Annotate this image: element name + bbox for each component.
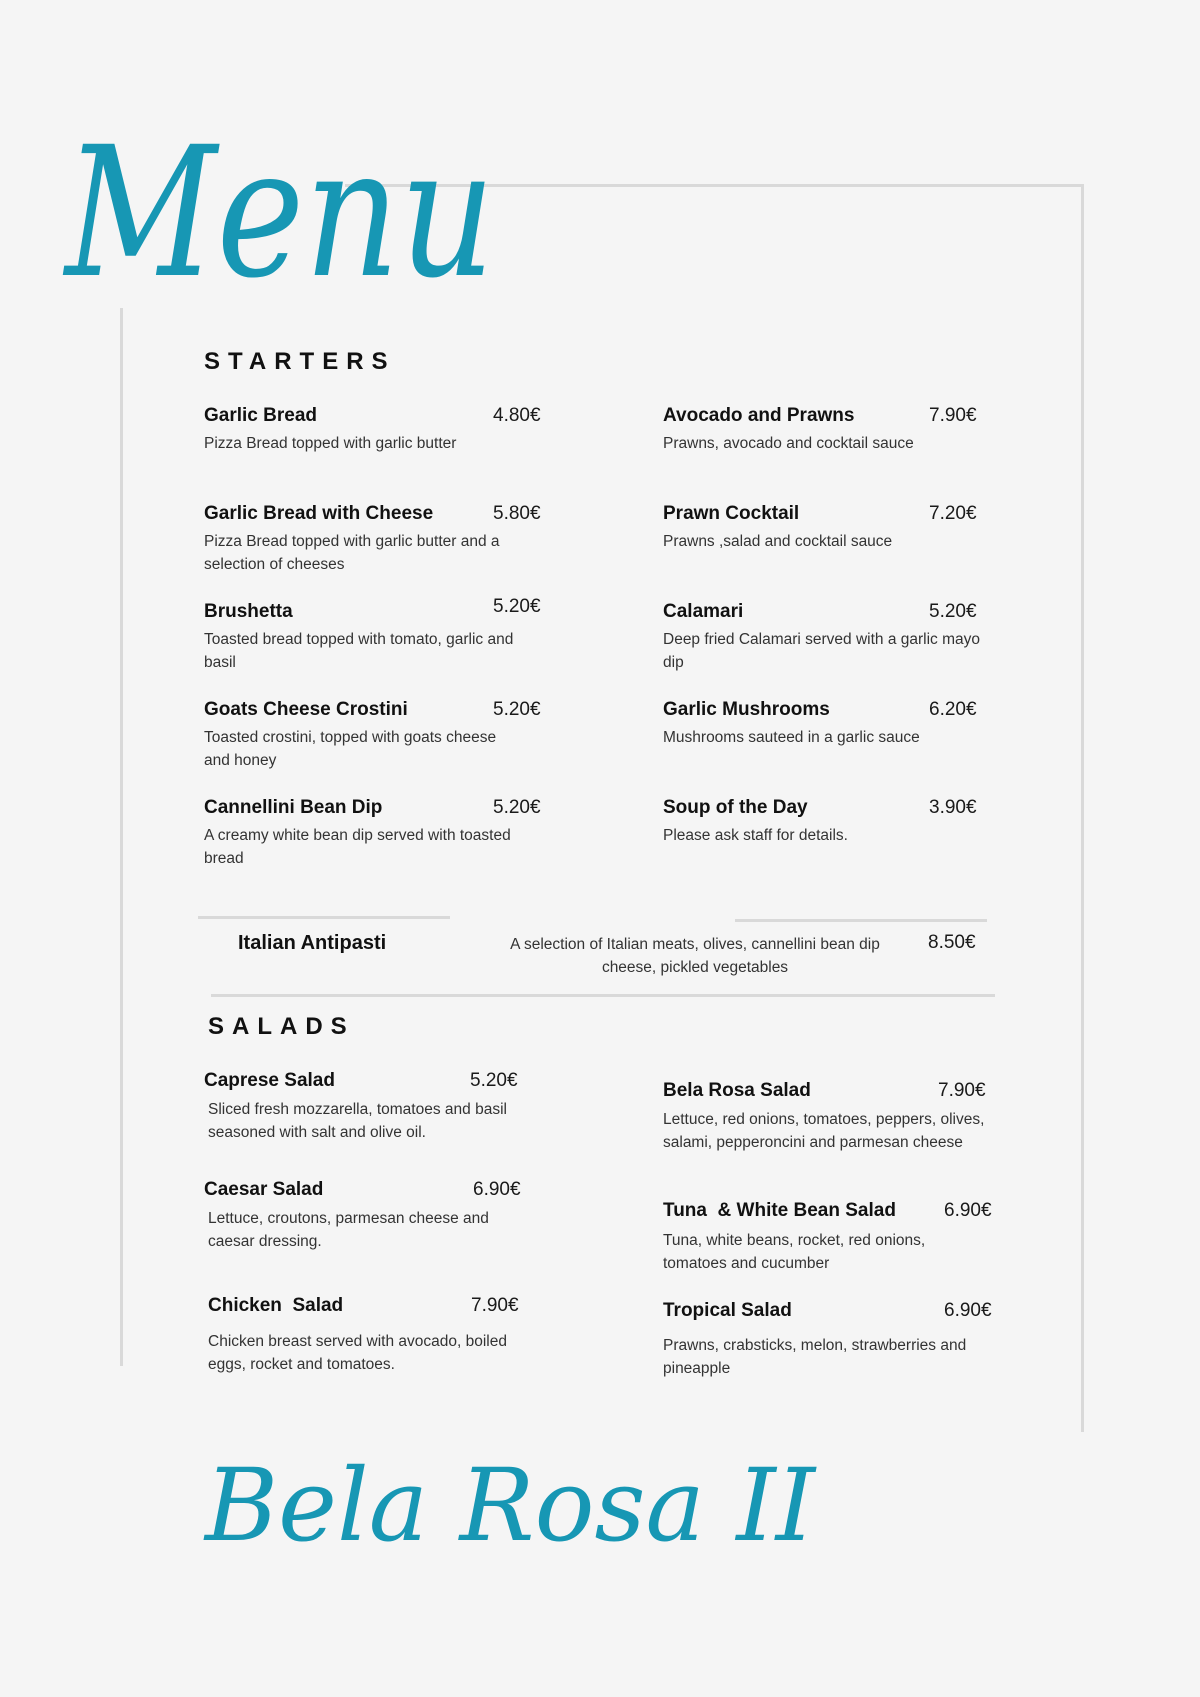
item-name: Avocado and Prawns: [663, 405, 855, 426]
item-price: 6.90€: [944, 1300, 992, 1321]
item-description: Lettuce, red onions, tomatoes, peppers, olives, salami, pepperoncini and parmesan cheese: [663, 1111, 985, 1151]
starters-heading: STARTERS: [204, 348, 396, 375]
item-name: Tropical Salad: [663, 1300, 792, 1321]
item-description: Toasted crostini, topped with goats cheese and honey: [204, 729, 497, 769]
salads-heading: SALADS: [208, 1013, 355, 1040]
item-name: Brushetta: [204, 601, 293, 622]
item-name: Garlic Bread with Cheese: [204, 503, 434, 524]
item-description: [480, 933, 910, 979]
item-price: 5.20€: [493, 797, 541, 818]
item-description: Pizza Bread topped with garlic butter: [204, 435, 457, 452]
item-price: 5.20€: [929, 601, 977, 622]
item-name: Cannellini Bean Dip: [204, 797, 383, 818]
item-price: 5.20€: [493, 699, 541, 720]
item-name: Calamari: [663, 601, 744, 622]
item-name: Italian Antipasti: [238, 932, 387, 954]
item-description: Prawns, avocado and cocktail sauce: [663, 435, 914, 452]
item-description: Deep fried Calamari served with a garlic mayo dip: [663, 631, 981, 671]
item-name: Chicken Salad: [208, 1295, 344, 1316]
item-description: A creamy white bean dip served with toasted bread: [204, 827, 511, 867]
svg-text:Bela Rosa II: Bela Rosa II: [203, 1447, 818, 1564]
description-line: cheese, pickled vegetables: [601, 959, 789, 976]
item-price: 6.20€: [929, 699, 977, 720]
item-name: Tuna & White Bean Salad: [663, 1200, 896, 1221]
item-description: Chicken breast served with avocado, boiled eggs, rocket and tomatoes.: [208, 1333, 507, 1373]
divider: [735, 919, 987, 922]
item-name: Caesar Salad: [204, 1179, 324, 1200]
item-name: Caprese Salad: [204, 1070, 335, 1091]
frame-left-line: [120, 308, 123, 1366]
item-price: 6.90€: [473, 1179, 521, 1200]
item-name: Garlic Bread: [204, 405, 317, 426]
item-price: 8.50€: [928, 932, 976, 953]
description-line: A selection of Italian meats, olives, cannellini bean dip: [510, 936, 880, 953]
item-price: 7.90€: [471, 1295, 519, 1316]
item-description: Sliced fresh mozzarella, tomatoes and basil seasoned with salt and olive oil.: [208, 1101, 507, 1141]
menu-title: [60, 60, 510, 330]
item-description: Tuna, white beans, rocket, red onions, tomatoes and cucumber: [663, 1232, 926, 1272]
item-price: 4.80€: [493, 405, 541, 426]
frame-right-line: [1081, 184, 1084, 1432]
item-name: Goats Cheese Crostini: [204, 699, 408, 720]
item-description: Mushrooms sauteed in a garlic sauce: [663, 729, 920, 746]
divider: [198, 916, 450, 919]
item-name: Garlic Mushrooms: [663, 699, 830, 720]
item-price: 5.80€: [493, 503, 541, 524]
item-description: Pizza Bread topped with garlic butter and a selection of cheeses: [204, 533, 500, 573]
item-name: Soup of the Day: [663, 797, 808, 818]
item-description: Prawns ,salad and cocktail sauce: [663, 533, 893, 550]
item-description: Please ask staff for details.: [663, 827, 848, 844]
item-description: Lettuce, croutons, parmesan cheese and caesar dressing.: [208, 1210, 489, 1250]
item-description: Toasted bread topped with tomato, garlic and basil: [204, 631, 514, 671]
item-price: 5.20€: [493, 596, 541, 617]
item-name: Bela Rosa Salad: [663, 1080, 811, 1101]
svg-text:Menu: Menu: [62, 109, 496, 318]
item-price: 5.20€: [470, 1070, 518, 1091]
item-price: 7.90€: [929, 405, 977, 426]
item-description: Prawns, crabsticks, melon, strawberries and pineapple: [663, 1337, 967, 1377]
item-price: 6.90€: [944, 1200, 992, 1221]
item-price: 7.90€: [938, 1080, 986, 1101]
item-name: Prawn Cocktail: [663, 503, 800, 524]
divider: [211, 994, 995, 997]
restaurant-name: [200, 1390, 830, 1590]
item-price: 7.20€: [929, 503, 977, 524]
item-price: 3.90€: [929, 797, 977, 818]
